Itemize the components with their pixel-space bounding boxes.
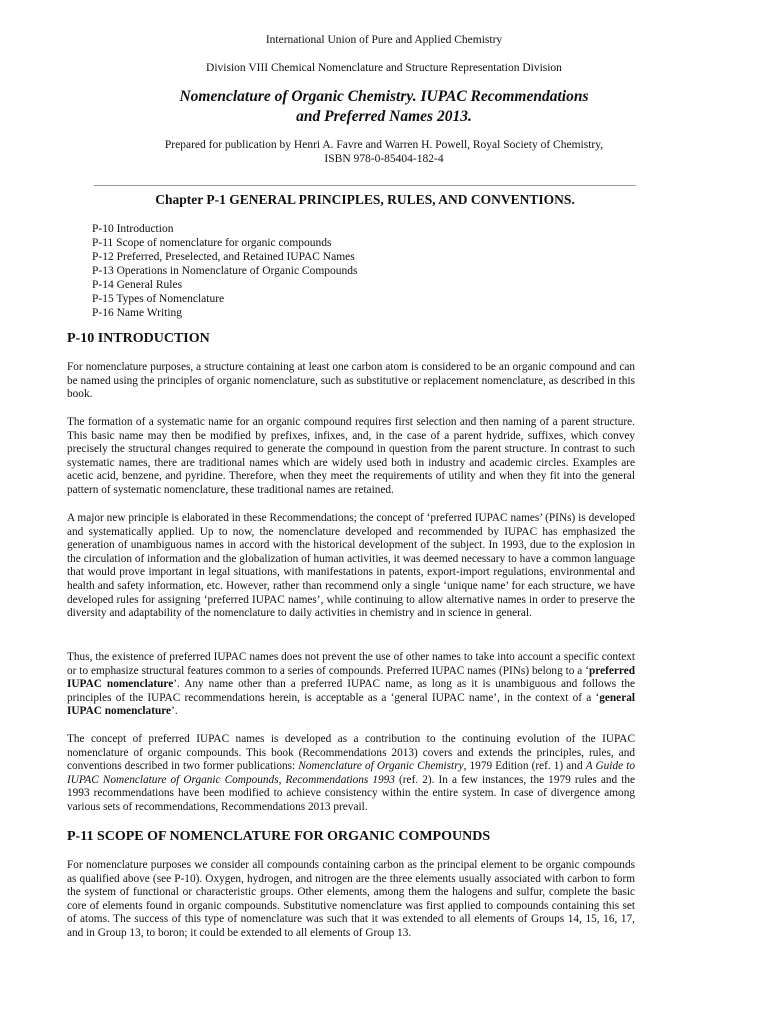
toc-item-p11[interactable]: P-11 Scope of nomenclature for organic compounds (92, 237, 332, 249)
reference-title-1993: A Guide to IUPAC Nomenclature of Organic Compounds, Recommendations 1993 (67, 760, 635, 786)
reference-title-1979: Nomenclature of Organic Chemistry (298, 760, 464, 773)
preferred-nomenclature-term: preferred IUPAC nomenclature (67, 664, 635, 691)
chapter-title: Chapter P-1 GENERAL PRINCIPLES, RULES, AND CONVENTIONS. (155, 192, 575, 207)
general-nomenclature-term: general IUPAC nomenclature (67, 691, 635, 718)
table-of-contents (92, 222, 358, 320)
paragraph-p11-1: For nomenclature purposes we consider all compounds containing carbon as the principal element to be organic compounds as qualified above (see P-10). Oxygen, hydrogen, and nitrogen are the three elements usually associated with carbon to form the system of functional or characteristic groups. Other elements, among them the halogens and sulfur, complete the basic core of elements found in organic compounds. Substitutive nomenclature was first applied to compounds containing this set of atoms. The success of this type of nomenclature was such that it was extended to all elements of Groups 14, 15, 16, 17, and in Group 13, to boron; it could be extended to all elements of Group 13. (67, 859, 635, 939)
title-line-1: Nomenclature of Organic Chemistry. IUPAC Recommendations (179, 88, 589, 105)
paragraph-p10-4 (67, 651, 635, 719)
paragraph-p10-1: For nomenclature purposes, a structure containing at least one carbon atom is considered to be an organic compound and can be named using the principles of organic nomenclature, such as substitutive or replacement nomenclature, as described in this book. (67, 361, 635, 401)
para4-text-c: ’. Any name other than a preferred IUPAC name, as long as it is unambiguous and follows the principles of the IUPAC recommendations herein, is acceptable as a ‘general IUPAC name’, in the context of a ‘ (67, 678, 635, 704)
paragraph-p10-5 (67, 733, 635, 815)
isbn-line: ISBN 978-0-85404-182-4 (324, 153, 444, 165)
toc-item-p12[interactable]: P-12 Preferred, Preselected, and Retained IUPAC Names (92, 251, 355, 263)
prepared-by-line: Prepared for publication by Henri A. Favre and Warren H. Powell, Royal Society of Chemistry, (164, 139, 604, 151)
section-heading-p11: P-11 SCOPE OF NOMENCLATURE FOR ORGANIC COMPOUNDS (67, 829, 491, 844)
division-line: Division VIII Chemical Nomenclature and Structure Representation Division (206, 62, 562, 74)
title-line-2: and Preferred Names 2013. (296, 108, 472, 125)
section-heading-p10: P-10 INTRODUCTION (67, 331, 210, 346)
prepared-by-block (0, 138, 768, 166)
para4-text-e: ’. (171, 705, 178, 718)
paragraph-p10-2: The formation of a systematic name for an organic compound requires first selection and then naming of a parent structure. This basic name may then be modified by prefixes, infixes, and, in the case of a parent hydride, suffixes, which convey precisely the structural changes required to generate the compound in question from the parent structure. In contrast to such systematic names, there are traditional names which are widely used both in industry and academic circles. Examples are acetic acid, benzene, and pyridine. Therefore, when they meet the requirements of utility and when they fit into the general pattern of systematic nomenclature, these traditional names are retained. (67, 416, 635, 496)
paragraph-p10-3: A major new principle is elaborated in these Recommendations; the concept of ‘preferred IUPAC names’ (PINs) is developed and systematically applied. Up to now, the nomenclature developed and recommended by IUPAC has emphasized the generation of unambiguous names in accord with the historical development of the subject. In 1993, due to the explosion in the circulation of information and the globalization of human activities, it was deemed necessary to have a common language that would prove important in legal situations, with manifestations in patents, export-import regulations, environmental and health and safety information, etc. However, rather than recommend only a single ‘unique name’ for each structure, we have developed rules for assigning ‘preferred IUPAC names’, while continuing to allow alternative names in order to preserve the diversity and adaptability of the nomenclature to daily activities in chemistry and in science in general. (67, 512, 635, 620)
toc-item-p16[interactable]: P-16 Name Writing (92, 307, 183, 319)
para5-text-a: The concept of preferred IUPAC names is developed as a contribution to the continuing evolution of the IUPAC nomenclature of organic compounds. This book (Recommendations 2013) covers and extends the principles, rules, and conventions described in two former publications: (67, 733, 635, 773)
horizontal-divider (94, 185, 636, 186)
para4-text-a: Thus, the existence of preferred IUPAC names does not prevent the use of other names to take into account a specific context or to emphasize structural features common to a series of compounds. Preferred IUPAC names (PINs) belong to a ‘ (67, 651, 635, 677)
toc-item-p14[interactable]: P-14 General Rules (92, 279, 183, 291)
toc-item-p10[interactable]: P-10 Introduction (92, 223, 174, 235)
toc-item-p15[interactable]: P-15 Types of Nomenclature (92, 293, 225, 305)
organization-line: International Union of Pure and Applied Chemistry (265, 34, 503, 46)
document-title (0, 87, 768, 127)
para5-text-c: , 1979 Edition (ref. 1) and (463, 760, 586, 773)
para5-text-e: (ref. 2). In a few instances, the 1979 rules and the 1993 recommendations have been modified to achieve consistency within the entire system. In case of divergence among various sets of recommendations, Recommendations 2013 prevail. (67, 773, 636, 813)
toc-item-p13[interactable]: P-13 Operations in Nomenclature of Organic Compounds (92, 265, 358, 277)
